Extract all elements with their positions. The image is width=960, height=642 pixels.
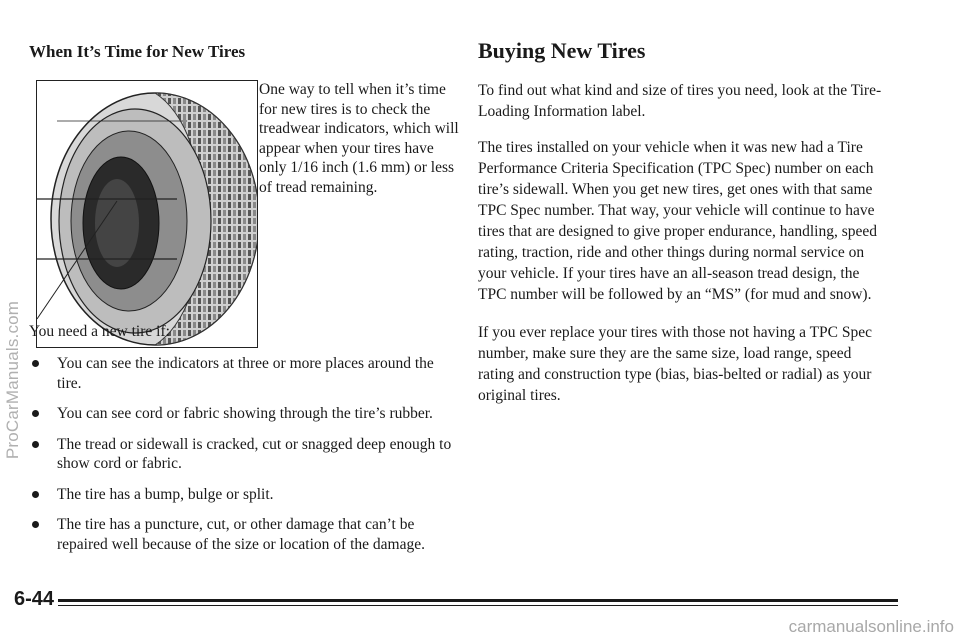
- list-item-text: The tread or sidewall is cracked, cut or snagged deep enough to show cord or fabric.: [57, 435, 452, 472]
- new-tire-lead-in: You need a new tire if:: [29, 323, 170, 340]
- list-item: [29, 354, 454, 393]
- footer-rule: [58, 599, 898, 602]
- bullet-icon: [32, 410, 39, 417]
- treadwear-intro-text: One way to tell when it’s time for new tires is to check the treadwear indicators, which will appear when your tires have only 1/16 inch (1.6 mm) or less of tread remaining.: [259, 81, 459, 196]
- page-number: 6-44: [14, 588, 55, 610]
- bullet-icon: [32, 521, 39, 528]
- bottom-watermark: carmanualsonline.info: [788, 617, 954, 636]
- tire-drawing: [37, 81, 258, 348]
- paragraph-tpc-spec: The tires installed on your vehicle when it was new had a Tire Performance Criteria Specification (TPC Spec) number on each tire’s sidewall. When you get new tires, get ones with that same TPC Spec number. That way, your vehicle will continue to have tires that are designed to give proper endurance, handling, speed rating, traction, ride and other things during normal service on your vehicle. If your tires have an all-season tread design, the TPC number will be followed by an “MS” (for mud and snow).: [478, 139, 877, 303]
- paragraph-tire-label: To find out what kind and size of tires you need, look at the Tire-Loading Information label.: [478, 82, 882, 120]
- list-item-text: You can see cord or fabric showing through the tire’s rubber.: [57, 405, 433, 422]
- footer-rule-thin: [58, 605, 898, 606]
- bullet-icon: [32, 441, 39, 448]
- tire-illustration: [36, 80, 258, 348]
- section-heading-buying-tires: Buying New Tires: [478, 38, 646, 63]
- page-footer: [14, 586, 904, 616]
- list-item: [29, 404, 454, 424]
- side-watermark: [2, 200, 24, 560]
- list-item: [29, 485, 454, 505]
- new-tire-conditions-list: [29, 354, 454, 565]
- list-item: [29, 515, 454, 554]
- list-item-text: You can see the indicators at three or more places around the tire.: [57, 355, 434, 392]
- bullet-icon: [32, 491, 39, 498]
- bullet-icon: [32, 360, 39, 367]
- side-watermark-text: ProCarManuals.com: [3, 300, 22, 460]
- list-item: [29, 435, 454, 474]
- section-heading-new-tires: When It’s Time for New Tires: [29, 42, 246, 61]
- list-item-text: The tire has a bump, bulge or split.: [57, 485, 274, 503]
- list-item-text: The tire has a puncture, cut, or other damage that can’t be repaired well because of the size or location of the damage.: [57, 516, 425, 553]
- paragraph-replacement: If you ever replace your tires with those not having a TPC Spec number, make sure they are the same size, load range, speed rating and construction type (bias, bias-belted or radial) as your original tires.: [478, 324, 873, 404]
